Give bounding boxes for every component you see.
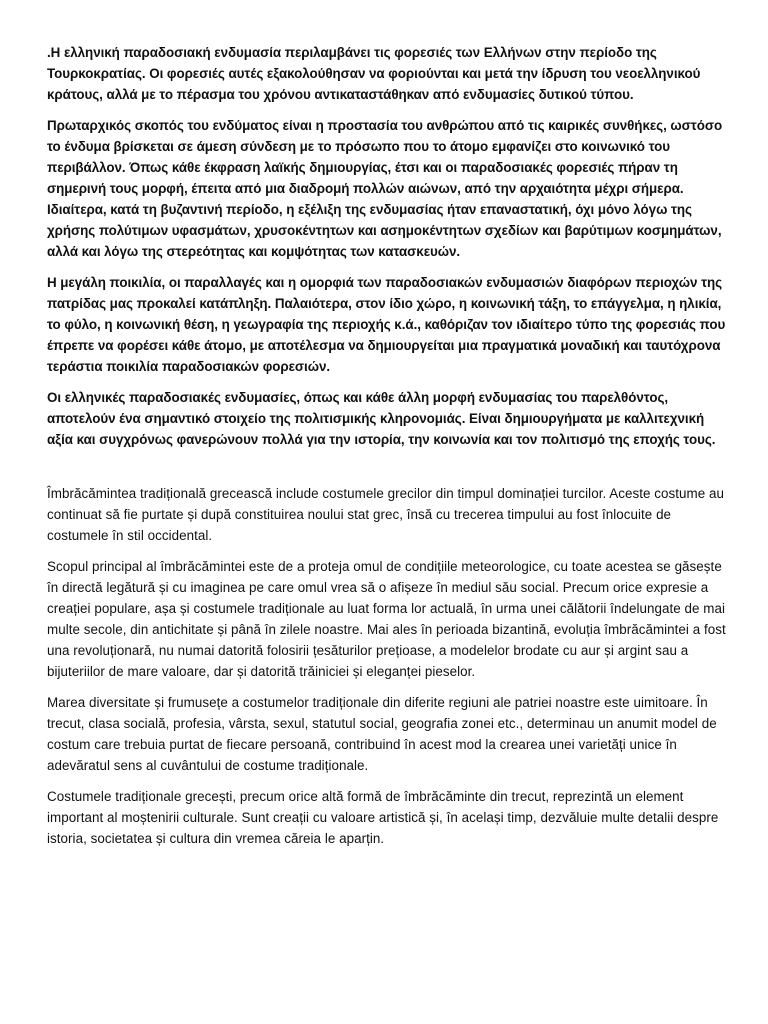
romanian-text-section [47, 483, 727, 849]
greek-paragraph-2: Πρωταρχικός σκοπός του ενδύματος είναι η προστασία του ανθρώπου από τις καιρικές συνθήκες, ωστόσο το ένδυμα βρίσκεται σε άμεση σύνδεση με το πρόσωπο που το άτομο εμφανίζει στο κοινωνικό του περιβάλλον. Όπως κάθε έκφραση λαϊκής δημιουργίας, έτσι και οι παραδοσιακές φορεσιές πήραν τη σημερινή τους μορφή, έπειτα από μια διαδρομή πολλών αιώνων, από την αρχαιότητα μέχρι σήμερα. Ιδιαίτερα, κατά τη βυζαντινή περίοδο, η εξέλιξη της ενδυμασίας ήταν επαναστατική, όχι μόνο λόγω της χρήσης πολύτιμων υφασμάτων, χρυσοκέντητων και ασημοκέντητων σχεδίων και βαρύτιμων κοσμημάτων, αλλά και λόγω της στερεότητας και κομψότητας των κατασκευών. [47, 118, 723, 259]
greek-paragraph-3: Η μεγάλη ποικιλία, οι παραλλαγές και η ομορφιά των παραδοσιακών ενδυμασιών διαφόρων περιοχών της πατρίδας μας προκαλεί κατάπληξη. Παλαιότερα, στον ίδιο χώρο, η κοινωνική τάξη, το επάγγελμα, η ηλικία, το φύλο, η κοινωνική θέση, η γεωγραφία της περιοχής κ.ά., καθόριζαν τον ιδιαίτερο τύπο της φορεσιάς που έπρεπε να φορέσει κάθε άτομο, με αποτέλεσμα να δημιουργείται μια πραγματικά μοναδική και ταυτόχρονα τεράστια ποικιλία παραδοσιακών φορεσιών. [47, 275, 726, 374]
romanian-paragraph-3: Marea diversitate și frumusețe a costumelor tradiționale din diferite regiuni ale patriei noastre este uimitoare. În trecut, clasa socială, profesia, vârsta, sexul, statutul social, geografia zonei etc., determinau un anumit model de costum care trebuia purtat de fiecare persoană, contribuind în acest mod la crearea unei varietăți unice în adevăratul sens al cuvântului de costume tradiționale. [47, 695, 717, 773]
romanian-paragraph-1: Îmbrăcămintea tradițională grecească include costumele grecilor din timpul dominației turcilor. Aceste costume au continuat să fie purtate și după constituirea noului stat grec, însă cu trecerea timpului au fost înlocuite de costumele în stil occidental. [47, 486, 724, 543]
document-page [47, 42, 727, 859]
romanian-paragraph-4: Costumele tradiționale grecești, precum orice altă formă de îmbrăcăminte din trecut, reprezintă un element important al moștenirii culturale. Sunt creații cu valoare artistică și, în același timp, dezvăluie multe detalii despre istoria, societatea și cultura din vremea căreia le aparțin. [47, 789, 719, 846]
greek-paragraph-4: Οι ελληνικές παραδοσιακές ενδυμασίες, όπως και κάθε άλλη μορφή ενδυμασίας του παρελθόντος, αποτελούν ένα σημαντικό στοιχείο της πολιτισμικής κληρονομιάς. Είναι δημιουργήματα με καλλιτεχνική αξία και συγχρόνως φανερώνουν πολλά για την ιστορία, την κοινωνία και τον πολιτισμό της εποχής τους. [47, 390, 716, 447]
greek-text-section [47, 42, 727, 450]
romanian-paragraph-2: Scopul principal al îmbrăcămintei este de a proteja omul de condițiile meteorologice, cu toate acestea se găsește în directă legătură și cu imaginea pe care omul vrea să o afișeze în mediul său social. Precum orice expresie a creației populare, așa și costumele tradiționale au luat forma lor actuală, în urma unei călătorii îndelungate de mai multe secole, din antichitate și până în zilele noastre. Mai ales în perioada bizantină, evoluția îmbrăcămintei a fost una revoluționară, nu numai datorită folosirii țesăturilor prețioase, a modelelor brodate cu aur și argint sau a bijuteriilor de mare valoare, dar și datorită trăiniciei și eleganței pieselor. [47, 559, 726, 679]
greek-paragraph-1: .Η ελληνική παραδοσιακή ενδυμασία περιλαμβάνει τις φορεσιές των Ελλήνων στην περίοδο της Τουρκοκρατίας. Οι φορεσιές αυτές εξακολούθησαν να φοριούνται και μετά την ίδρυση του νεοελληνικού κράτους, αλλά με το πέρασμα του χρόνου αντικαταστάθηκαν από ενδυμασίες δυτικού τύπου. [47, 45, 701, 102]
